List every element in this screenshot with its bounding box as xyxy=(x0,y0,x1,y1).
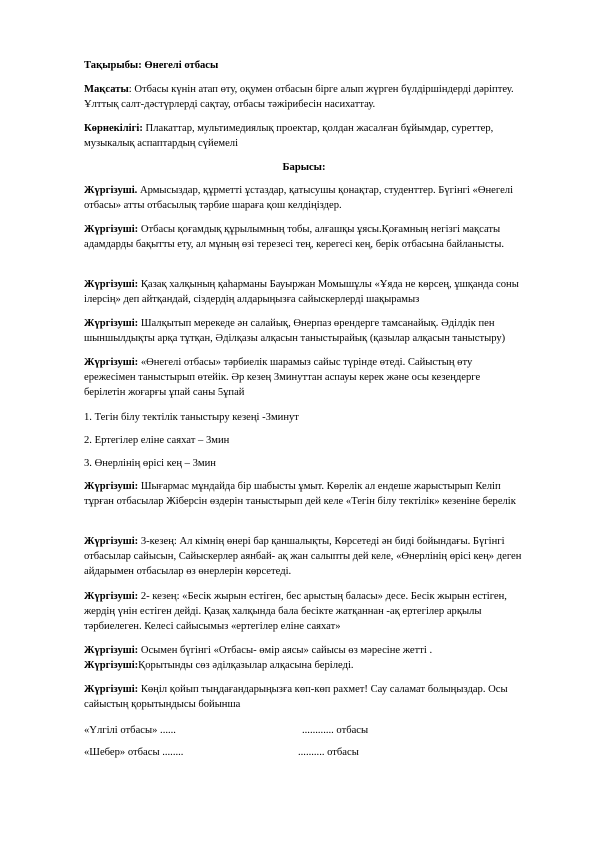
host-text: «Өнегелі отбасы» тәрбиелік шарамыз сайыс түрінде өтеді. Сайыстың өту ережесімен таныстырып өтейік. Әр кезең 3минуттан аспауы керек және осы кезеңдерге берілетін жоғарғы ұпай саны 5ұпай xyxy=(84,357,481,399)
visuals-text: Плакаттар, мультимедиялық проектар, қолдан жасалған бұйымдар, суреттер, музыкалық аспаптардың сүйемелі xyxy=(84,123,494,150)
stage-item: 1. Тегін білу тектілік таныстыру кезеңі -3минут xyxy=(84,412,299,423)
host-label: Жүргізуші: xyxy=(84,357,139,368)
host-paragraph xyxy=(84,355,524,401)
host-label: Жүргізуші: xyxy=(84,536,139,547)
award-name: «Шебер» отбасы ........ xyxy=(84,747,184,758)
host-paragraph xyxy=(84,589,524,635)
host-label: Жүргізуші: xyxy=(84,660,139,671)
host-text: Көңіл қойып тыңдағандарыңызға көп-көп рахмет! Сау саламат болыңыздар. Осы сайыстың қорытындысы бойынша xyxy=(84,684,508,711)
host-label: Жүргізуші: xyxy=(84,684,139,695)
host-text: 2- кезең: «Бесік жырын естіген, бес арыстың баласы» десе. Бесік жырын естіген, жердің үнін естіген дейді. Қазақ халқында бала бесікте жатқаннан -ақ ертегілер арқылы тәрбиелеген. Келесі сайысымыз «ертегілер еліне саяхат» xyxy=(84,591,507,633)
host-label: Жүргізуші: xyxy=(84,645,139,656)
award-name: «Үлгілі отбасы» ...... xyxy=(84,725,176,736)
title-label: Тақырыбы: xyxy=(84,60,142,71)
host-paragraph xyxy=(84,534,524,580)
host-paragraph xyxy=(84,222,524,252)
host-label: Жүргізуші: xyxy=(84,224,139,235)
stage-item: 3. Өнерлінің өрісі кең – 3мин xyxy=(84,458,216,469)
host-paragraph xyxy=(84,479,524,509)
goal-paragraph xyxy=(84,82,524,112)
goal-label: Мақсаты xyxy=(84,84,129,95)
host-text: Шалқытып мерекеде ән салайық, Өнерпаз өрендерге тамсанайық. Әділдік пен шыншылдықты арқа тұтқан, Әділқазы алқасын таныстырайық (қазылар алқасын таныстыру) xyxy=(84,318,506,345)
title-line xyxy=(84,58,524,73)
goal-text: : Отбасы күнін атап өту, оқумен отбасын бірге алып жүрген бүлдіршіндерді дәріптеу. Ұлттық салт-дәстүрлерді сақтау, отбасы тәжірибесін насихаттау. xyxy=(84,84,514,111)
host-label: Жүргізуші: xyxy=(84,279,139,290)
host-text: Отбасы қоғамдық құрылымның тобы, алғашқы ұясы.Қоғамның негізгі мақсаты адамдарды бақытты ету, ал мұның өзі терезесі тең, керегесі кең, берік отбасына байланысты. xyxy=(84,224,505,251)
award-row xyxy=(84,723,524,738)
host-paragraph xyxy=(84,643,524,658)
host-text: Қазақ халқының қаһарманы Бауыржан Момышұлы «Ұяда не көрсең, ұшқанда соны ілерсің» деп айтқандай, сіздердің алдарыңызға сайыскерлерді шақырамыз xyxy=(84,279,519,306)
award-blank: ............ отбасы xyxy=(302,725,369,736)
host-text: 3-кезең: Ал кімнің өнері бар қаншалықты, Көрсетеді ән биді бойындағы. Бүгінгі отбасылар сайысын, Сайыскерлер аянбай- ақ жан салыпты дей келе, «Өнерлінің өрісі кең» деген айдарымен отбасылар өз өнерлерін көрсетеді. xyxy=(84,536,522,578)
visuals-paragraph xyxy=(84,121,524,151)
host-text: Осымен бүгінгі «Отбасы- өмір аясы» сайысы өз мәресіне жетті . xyxy=(138,645,433,656)
host-text: Қорытынды сөз әділқазылар алқасына беріледі. xyxy=(138,660,354,671)
host-paragraph xyxy=(84,316,524,346)
host-paragraph xyxy=(84,277,524,307)
host-label: Жүргізуші: xyxy=(84,591,139,602)
award-blank: .......... отбасы xyxy=(298,747,359,758)
host-label: Жүргізуші. xyxy=(84,185,138,196)
visuals-label: Көрнекілігі: xyxy=(84,123,143,134)
host-paragraph xyxy=(84,658,524,673)
host-label: Жүргізуші: xyxy=(84,481,139,492)
host-text: Шығармас мұндайда бір шабысты ұмыт. Көрелік ал ендеше жарыстырып Келіп тұрған отбасылар Жіберсін өздерін таныстырып дей келе «Тегін білу тектілік» кезеніне берелік xyxy=(84,481,516,508)
section-heading: Барысы: xyxy=(282,162,326,173)
host-paragraph xyxy=(84,682,524,712)
host-paragraph xyxy=(84,183,524,213)
host-text: Армысыздар, құрметті ұстаздар, қатысушы қонақтар, студенттер. Бүгінгі «Өнегелі отбасы» атты отбасылық тәрбие шараға қош келдіңіздер. xyxy=(84,185,514,212)
host-label: Жүргізуші: xyxy=(84,318,139,329)
title-text: Өнегелі отбасы xyxy=(141,60,219,71)
stage-item: 2. Ертегілер еліне саяхат – 3мин xyxy=(84,435,230,446)
award-row xyxy=(84,745,524,760)
